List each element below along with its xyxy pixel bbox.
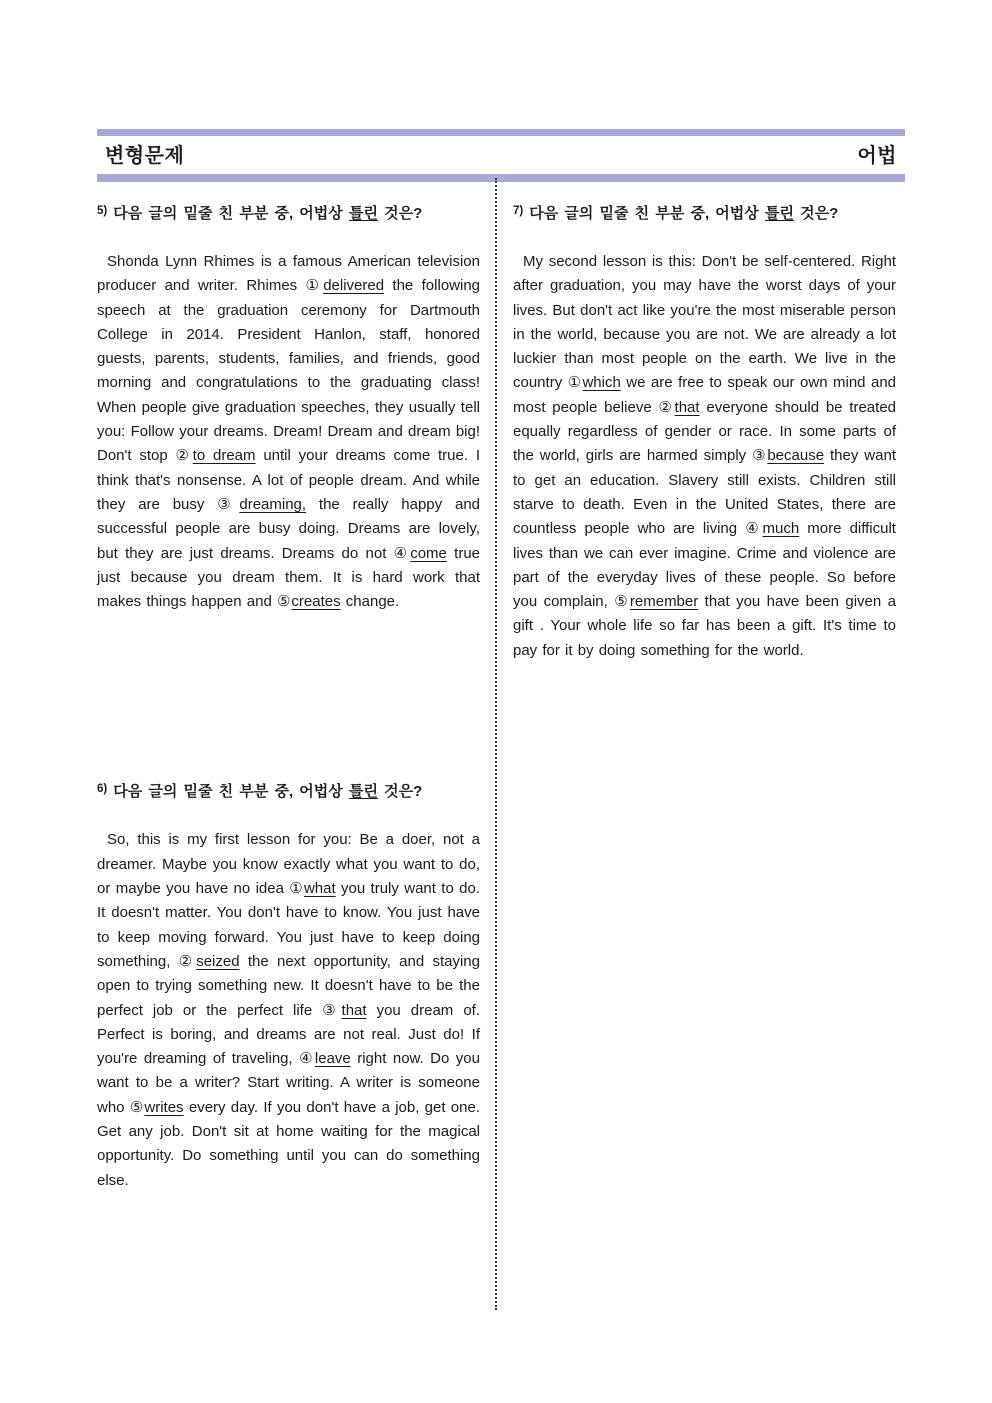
underlined-phrase: writes	[144, 1098, 184, 1116]
document-title-left: 변형문제	[105, 145, 185, 167]
underlined-phrase: seized	[196, 952, 240, 970]
question-6-passage: So, this is my first lesson for you: Be a doer, not a dreamer. Maybe you know exactly what you want to do, or maybe you have no idea ①what you truly want to do. It doesn't matter. You don't have to know. You just have to keep moving forward. You just have to keep doing something, ②seized the next opportunity, and staying open to trying something new. It doesn't have to be the perfect job or the perfect life ③that you dream of. Perfect is boring, and dreams are not real. Just do! If you're dreaming of traveling, ④leave right now. Do you want to be a writer? Start writing. A writer is someone who ⑤writes every day. If you don't have a job, get one. Get any job. Don't sit at home waiting for the magical opportunity. Do something until you can do something else.	[97, 831, 481, 1189]
circled-number: ③	[322, 1001, 341, 1019]
circled-number: ①	[567, 374, 582, 392]
underlined-phrase: creates	[291, 593, 341, 611]
circled-number: ②	[175, 447, 192, 465]
document-title-right: 어법	[857, 145, 897, 167]
question-6-prompt-text: 다음 글의 밑줄 친 부분 중, 어법상 틀린 것은?	[113, 783, 423, 801]
underlined-phrase: delivered	[323, 277, 385, 295]
circled-number: ②	[658, 398, 674, 416]
underlined-phrase: because	[767, 447, 825, 465]
question-5-number: 5)	[97, 205, 108, 217]
circled-number: ③	[752, 447, 767, 465]
question-7-number: 7)	[513, 205, 524, 217]
circled-number: ④	[299, 1050, 314, 1068]
circled-number: ①	[289, 880, 303, 898]
question-7-prompt	[513, 201, 896, 224]
question-7	[513, 201, 896, 663]
question-7-passage: My second lesson is this: Don't be self-centered. Right after graduation, you may have the worst days of your lives. But don't act like you're the most miserable person in the world, because you are not. We are already a lot luckier than most people on the earth. We live in the country ①which we are free to speak our own mind and most people believe ②that everyone should be treated equally regardless of gender or race. In some parts of the world, girls are harmed simply ③because they want to get an education. Slavery still exists. Children still starve to death. Even in the United States, there are countless people who are living ④much more difficult lives than we can ever imagine. Crime and violence are part of the everyday lives of these people. So before you complain, ⑤remember that you have been given a gift . Your whole life so far has been a gift. It's time to pay for it by doing something for the world.	[513, 253, 897, 659]
question-6-prompt	[97, 779, 480, 802]
question-6	[97, 779, 480, 1192]
underlined-phrase: much	[762, 520, 800, 538]
header-accent-bar-top	[97, 129, 905, 136]
question-5-passage: Shonda Lynn Rhimes is a famous American television producer and writer. Rhimes ①delivered the following speech at the graduation ceremony for Dartmouth College in 2014. President Hanlon, staff, honored guests, parents, students, families, and friends, good morning and congratulations to the graduating class! When people give graduation speeches, they usually tell you: Follow your dreams. Dream! Dream and dream big! Don't stop ②to dream until your dreams come true. I think that's nonsense. A lot of people dream. And while they are busy ③dreaming, the really happy and successful people are busy doing. Dreams are lovely, but they are just dreams. Dreams do not ④come true just because you dream them. It is hard work that makes things happen and ⑤creates change.	[97, 253, 481, 611]
underlined-phrase: 틀린	[348, 205, 378, 222]
question-5-prompt	[97, 201, 480, 224]
circled-number: ①	[305, 277, 323, 295]
circled-number: ⑤	[276, 593, 291, 611]
underlined-phrase: 틀린	[348, 783, 378, 801]
underlined-phrase: which	[582, 374, 621, 392]
circled-number: ②	[178, 952, 196, 970]
question-6-number: 6)	[97, 783, 108, 796]
header-title-row	[97, 136, 905, 170]
page-header	[97, 129, 905, 182]
underlined-phrase: come	[410, 544, 447, 562]
underlined-phrase: leave	[314, 1050, 351, 1068]
underlined-phrase: to dream	[192, 447, 256, 465]
question-5	[97, 201, 480, 614]
circled-number: ④	[393, 544, 410, 562]
circled-number: ⑤	[614, 593, 629, 611]
column-divider-dotted-line	[495, 178, 497, 1310]
circled-number: ③	[217, 495, 239, 513]
circled-number: ④	[745, 520, 762, 538]
question-7-prompt-text: 다음 글의 밑줄 친 부분 중, 어법상 틀린 것은?	[529, 205, 839, 222]
left-column	[97, 178, 480, 1310]
underlined-phrase: dreaming,	[239, 495, 307, 513]
underlined-phrase: what	[303, 880, 336, 898]
question-5-prompt-text: 다음 글의 밑줄 친 부분 중, 어법상 틀린 것은?	[113, 205, 423, 222]
underlined-phrase: that	[674, 398, 700, 416]
underlined-phrase: that	[341, 1001, 367, 1019]
underlined-phrase: 틀린	[764, 205, 794, 222]
underlined-phrase: remember	[629, 593, 699, 611]
two-column-layout	[97, 178, 896, 1310]
circled-number: ⑤	[129, 1098, 144, 1116]
right-column	[513, 178, 896, 1310]
